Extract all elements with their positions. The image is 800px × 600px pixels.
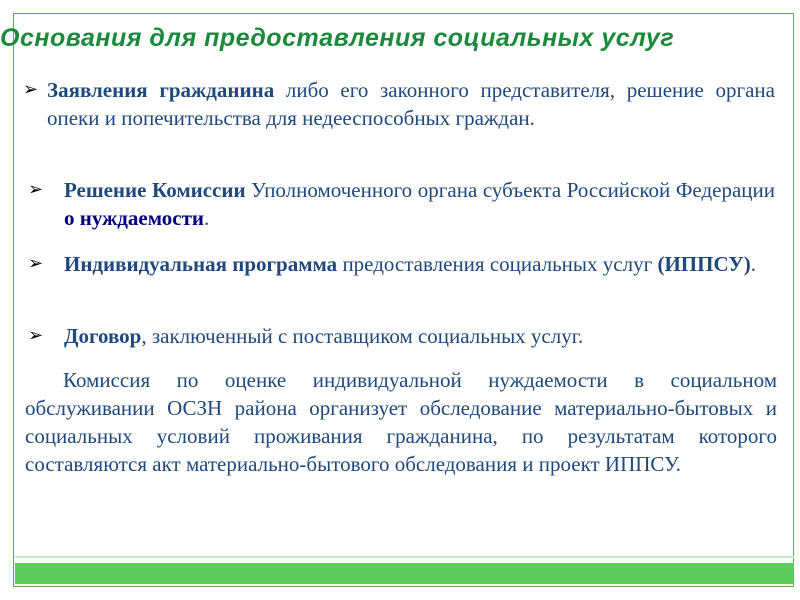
bullet-item-applications [23, 76, 775, 132]
bullet-text [64, 176, 775, 232]
slide-title: Основания для предоставления социальных услуг [0, 24, 675, 52]
arrowhead-bullet-icon: ➢ [28, 179, 44, 200]
commission-paragraph: Комиссия по оценке индивидуальной нуждаемости в социальном обслуживании ОСЗН района организует обследование материально-бытовых и социальных условий проживания гражданина, по результатам которого составляются акт материально-бытового обследования и проект ИППСУ. [25, 368, 777, 476]
bullet-bold-term: Заявления гражданина [47, 78, 275, 102]
bullet-bold-term: Индивидуальная программа [64, 252, 338, 276]
bullet-body-end: . [204, 206, 210, 230]
bottom-divider [15, 556, 794, 558]
bullet-item-individual-program [28, 250, 775, 278]
bullet-text [64, 322, 775, 350]
bullet-body: , заключенный с поставщиком социальных услуг. [141, 324, 584, 348]
bullet-item-commission-decision [28, 176, 775, 232]
arrowhead-bullet-icon: ➢ [28, 253, 44, 274]
bullet-body: либо его законного представителя, решение органа опеки и попечительства для недееспособных граждан. [47, 78, 775, 130]
arrowhead-bullet-icon: ➢ [28, 325, 44, 346]
bullet-body-end: . [750, 252, 756, 276]
arrowhead-bullet-icon: ➢ [23, 79, 39, 100]
bullet-body: предоставления социальных услуг [337, 252, 658, 276]
bottom-accent-bar [15, 563, 794, 584]
bullet-bold-accent: (ИППСУ) [657, 252, 751, 276]
bullet-item-contract [28, 322, 775, 350]
bullet-bold-term: Решение Комиссии [64, 178, 246, 202]
bullet-body: Уполномоченного органа субъекта Российской Федерации [245, 178, 776, 202]
bullet-text [64, 250, 775, 278]
bullet-bold-accent: о нуждаемости [64, 206, 205, 230]
bullet-text [47, 76, 775, 132]
bullet-bold-term: Договор [64, 324, 142, 348]
